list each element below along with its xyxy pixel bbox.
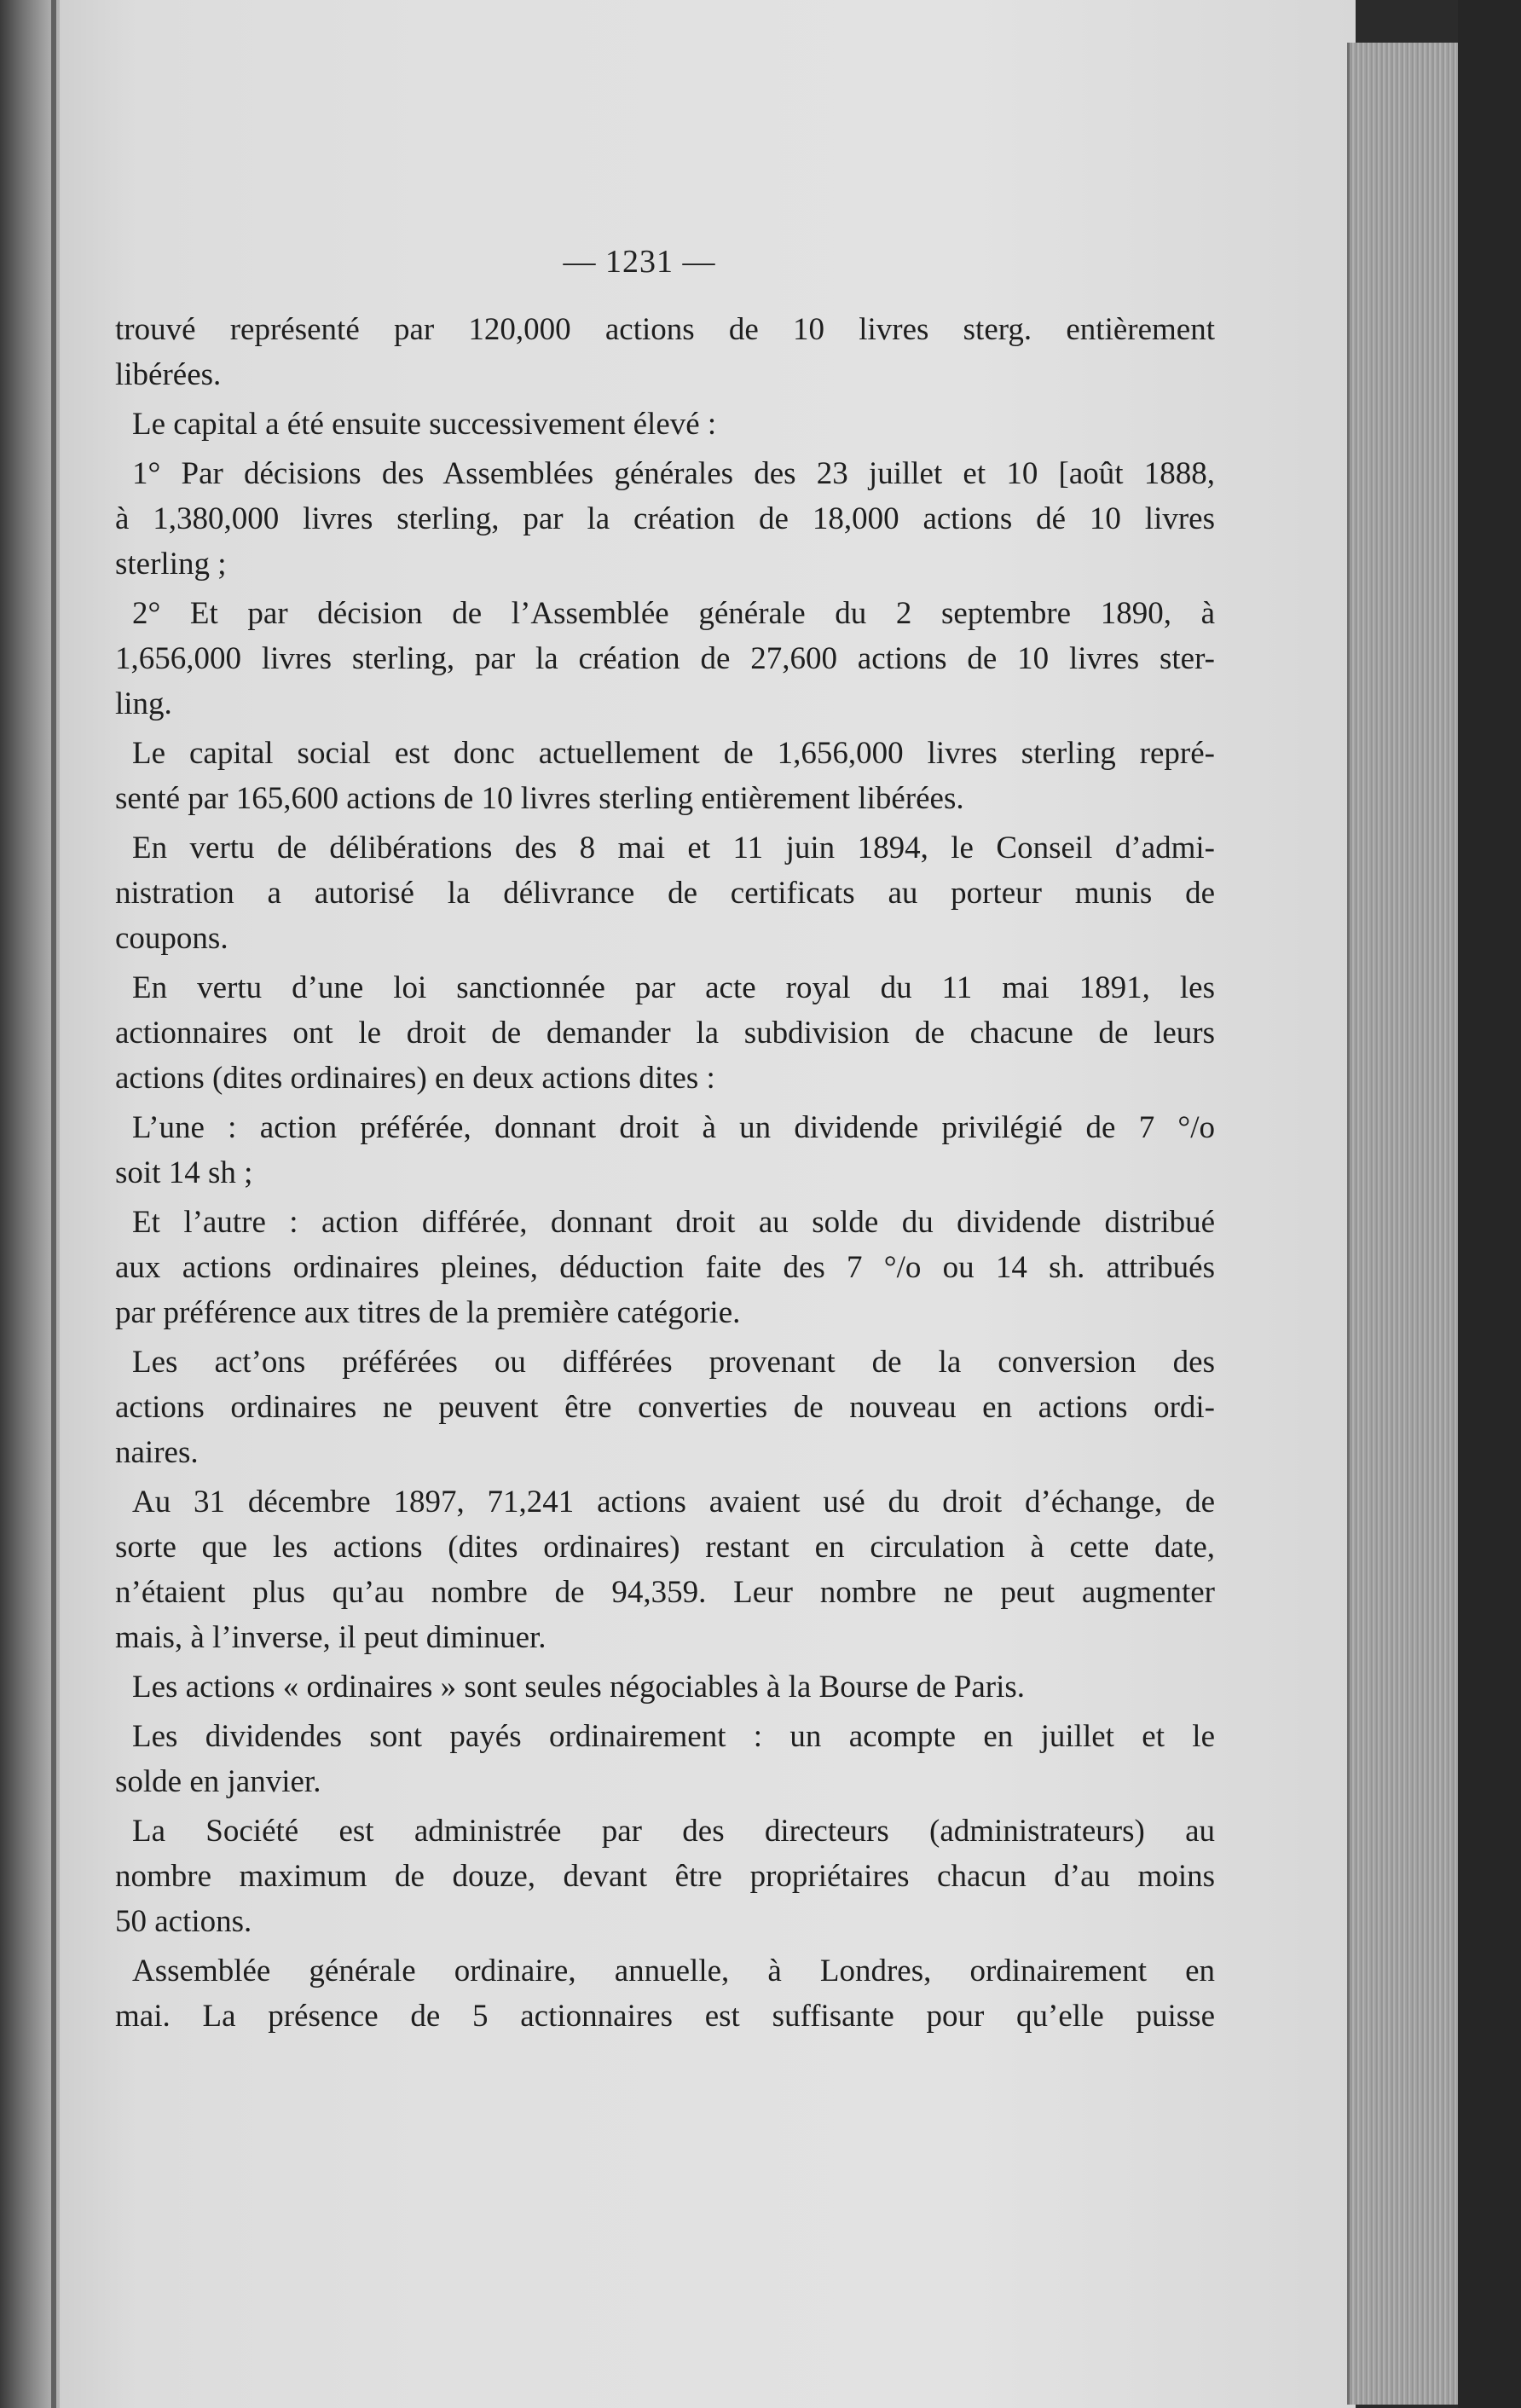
- text-line: à 1,380,000 livres sterling, par la création de 18,000 actions dé 10 livres: [115, 501, 1215, 536]
- paragraph: [115, 307, 1215, 397]
- paragraph: [115, 825, 1215, 961]
- text-line: aux actions ordinaires pleines, déduction faite des 7 °/o ou 14 sh. attribués: [115, 1250, 1215, 1285]
- book-gutter: [51, 0, 56, 2408]
- paragraph: [115, 1714, 1215, 1804]
- text-line: Au 31 décembre 1897, 71,241 actions avaient usé du droit d’échange, de: [132, 1485, 1215, 1519]
- text-line: nombre maximum de douze, devant être propriétaires chacun d’au moins: [115, 1859, 1215, 1894]
- text-line: n’étaient plus qu’au nombre de 94,359. Leur nombre ne peut augmenter: [115, 1575, 1215, 1610]
- paragraph: [115, 402, 1215, 447]
- text-line: soit 14 sh ;: [115, 1155, 253, 1190]
- text-line: Et l’autre : action différée, donnant droit au solde du dividende distribué: [132, 1205, 1215, 1240]
- text-line: actions ordinaires ne peuvent être converties de nouveau en actions ordi-: [115, 1390, 1215, 1425]
- page-block-edges: [1347, 43, 1460, 2405]
- text-line: 50 actions.: [115, 1904, 252, 1939]
- text-line: solde en janvier.: [115, 1764, 321, 1799]
- text-line: 1,656,000 livres sterling, par la création de 27,600 actions de 10 livres ster-: [115, 641, 1215, 676]
- text-line: actions (dites ordinaires) en deux actions dites :: [115, 1061, 715, 1096]
- text-line: sterling ;: [115, 547, 227, 582]
- text-line: libérées.: [115, 357, 222, 392]
- text-line: 1° Par décisions des Assemblées générales des 23 juillet et 10 [août 1888,: [132, 456, 1215, 491]
- text-line: par préférence aux titres de la première catégorie.: [115, 1295, 741, 1330]
- paragraph: [115, 1340, 1215, 1475]
- paragraph: [115, 1105, 1215, 1195]
- paragraph: [115, 1809, 1215, 1944]
- text-line: sorte que les actions (dites ordinaires) restant en circulation à cette date,: [115, 1530, 1215, 1565]
- paragraph: [115, 1948, 1215, 2039]
- text-line: mais, à l’inverse, il peut diminuer.: [115, 1620, 547, 1655]
- text-line: En vertu d’une loi sanctionnée par acte royal du 11 mai 1891, les: [132, 970, 1215, 1005]
- text-line: Le capital a été ensuite successivement élevé :: [132, 407, 717, 442]
- paragraph: [115, 965, 1215, 1101]
- paragraph: [115, 1200, 1215, 1335]
- text-line: La Société est administrée par des directeurs (administrateurs) au: [132, 1814, 1215, 1849]
- paragraph: [115, 1664, 1215, 1710]
- text-line: Le capital social est donc actuellement de 1,656,000 livres sterling repré-: [132, 736, 1215, 771]
- text-line: ling.: [115, 686, 172, 721]
- page-number: — 1231 —: [563, 244, 716, 280]
- scan-background: [1458, 0, 1521, 2408]
- paragraph-gap: [115, 2039, 1215, 2043]
- paragraph: [115, 451, 1215, 587]
- page-text: [115, 307, 1215, 2043]
- text-line: trouvé représenté par 120,000 actions de 10 livres sterg. entièrement: [115, 312, 1215, 347]
- text-line: mai. La présence de 5 actionnaires est suffisante pour qu’elle puisse: [115, 1999, 1215, 2034]
- text-line: En vertu de délibérations des 8 mai et 11 juin 1894, le Conseil d’admi-: [132, 831, 1215, 865]
- text-line: nistration a autorisé la délivrance de certificats au porteur munis de: [115, 876, 1215, 911]
- text-line: Assemblée générale ordinaire, annuelle, à Londres, ordinairement en: [132, 1954, 1215, 1988]
- paragraph: [115, 591, 1215, 726]
- paragraph: [115, 731, 1215, 821]
- text-line: Les actions « ordinaires » sont seules négociables à la Bourse de Paris.: [132, 1670, 1026, 1705]
- text-line: L’une : action préférée, donnant droit à un dividende privilégié de 7 °/o: [132, 1110, 1215, 1145]
- text-line: naires.: [115, 1435, 199, 1470]
- text-line: senté par 165,600 actions de 10 livres sterling entièrement libérées.: [115, 781, 964, 816]
- text-line: coupons.: [115, 921, 228, 956]
- text-line: Les dividendes sont payés ordinairement : un acompte en juillet et le: [132, 1719, 1215, 1754]
- text-line: 2° Et par décision de l’Assemblée générale du 2 septembre 1890, à: [132, 596, 1215, 631]
- paragraph: [115, 1479, 1215, 1660]
- text-line: Les act’ons préférées ou différées provenant de la conversion des: [132, 1345, 1215, 1380]
- text-line: actionnaires ont le droit de demander la subdivision de chacune de leurs: [115, 1016, 1215, 1051]
